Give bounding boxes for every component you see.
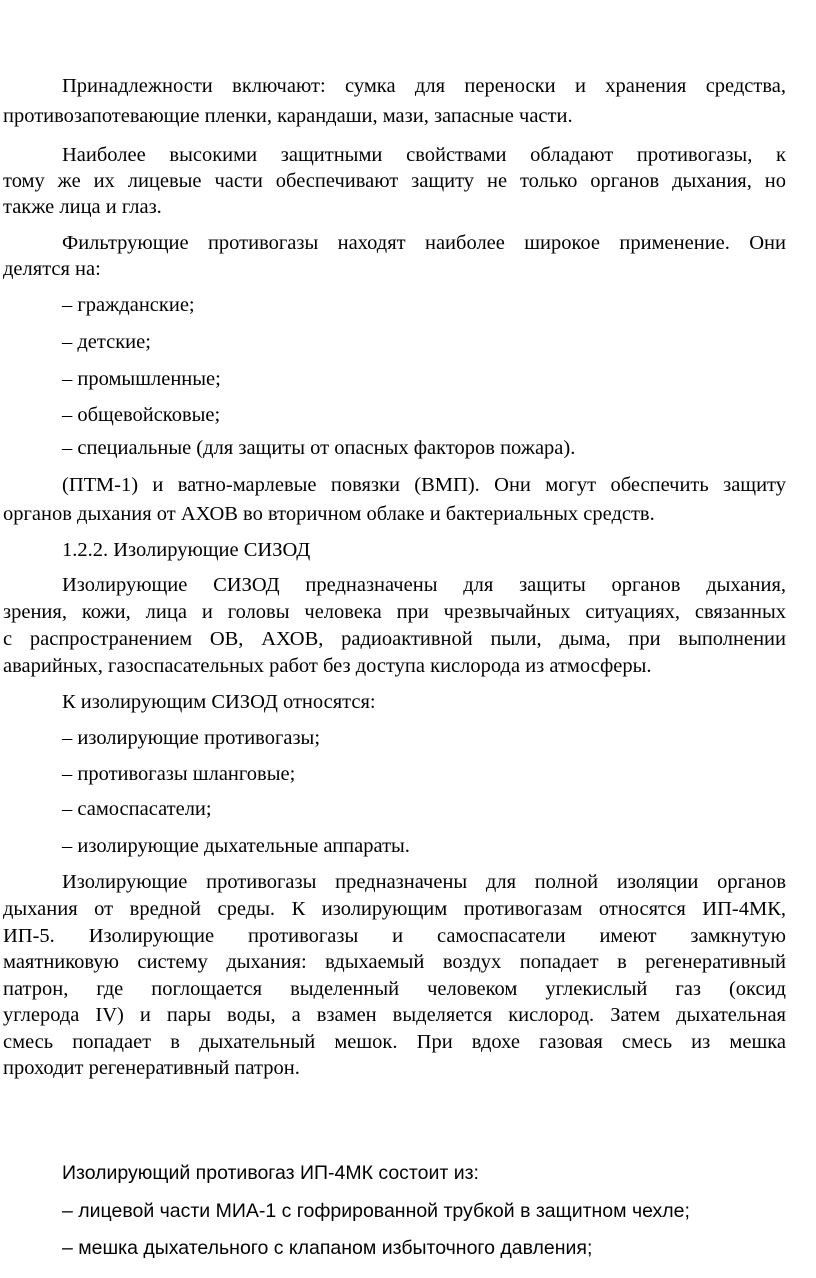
list-item: – противогазы шланговые; (62, 763, 296, 785)
text-line: смесь попадает в дыхательный мешок. При вдохе газовая смесь из мешка (3, 1031, 786, 1053)
list-item: – мешка дыхательного с клапаном избыточного давления; (62, 1237, 593, 1259)
text-line: Изолирующие СИЗОД предназначены для защиты органов дыхания, (62, 574, 786, 596)
text-line: противозапотевающие пленки, карандаши, мази, запасные части. (3, 105, 573, 127)
list-item: – лицевой части МИА-1 с гофрированной трубкой в защитном чехле; (62, 1200, 690, 1222)
text-line: Изолирующие противогазы предназначены для полной изоляции органов (62, 871, 786, 893)
text-line: маятниковую систему дыхания: вдыхаемый воздух попадает в регенеративный (3, 951, 786, 973)
text-line: аварийных, газоспасательных работ без доступа кислорода из атмосферы. (3, 655, 652, 677)
text-line: Фильтрующие противогазы находят наиболее широкое применение. Они (62, 232, 786, 254)
text-line: с распространением ОВ, АХОВ, радиоактивной пыли, дыма, при выполнении (3, 628, 786, 650)
text-line: органов дыхания от АХОВ во вторичном облаке и бактериальных средств. (3, 503, 655, 525)
list-item: – самоспасатели; (62, 798, 212, 820)
text-line: также лица и глаз. (3, 196, 162, 218)
text-line: углерода IV) и пары воды, а взамен выделяется кислород. Затем дыхательная (3, 1004, 786, 1026)
text-line: тому же их лицевые части обеспечивают защиту не только органов дыхания, но (3, 170, 786, 192)
text-line: (ПТМ-1) и ватно-марлевые повязки (ВМП). Они могут обеспечить защиту (62, 474, 786, 496)
list-item: – гражданские; (62, 294, 195, 316)
list-item: – промышленные; (62, 368, 221, 390)
text-line: зрения, кожи, лица и головы человека при чрезвычайных ситуациях, связанных (3, 601, 786, 623)
section-heading: 1.2.2. Изолирующие СИЗОД (62, 539, 311, 561)
text-line: Изолирующий противогаз ИП-4МК состоит из: (62, 1162, 479, 1184)
text-line: делятся на: (3, 258, 101, 280)
list-item: – изолирующие противогазы; (62, 727, 321, 749)
text-line: Наиболее высокими защитными свойствами обладают противогазы, к (62, 144, 786, 166)
list-item: – специальные (для защиты от опасных факторов пожара). (62, 437, 576, 459)
text-line: патрон, где поглощается выделенный человеком углекислый газ (оксид (3, 978, 786, 1000)
list-item: – детские; (62, 331, 151, 353)
list-item: – общевойсковые; (62, 404, 221, 426)
list-item: – изолирующие дыхательные аппараты. (62, 835, 410, 857)
text-line: дыхания от вредной среды. К изолирующим противогазам относятся ИП-4МК, (3, 898, 786, 920)
text-line: проходит регенеративный патрон. (3, 1057, 300, 1079)
text-line: Принадлежности включают: сумка для переноски и хранения средства, (62, 75, 786, 97)
text-line: ИП-5. Изолирующие противогазы и самоспасатели имеют замкнутую (3, 925, 786, 947)
text-line: К изолирующим СИЗОД относятся: (62, 691, 376, 713)
